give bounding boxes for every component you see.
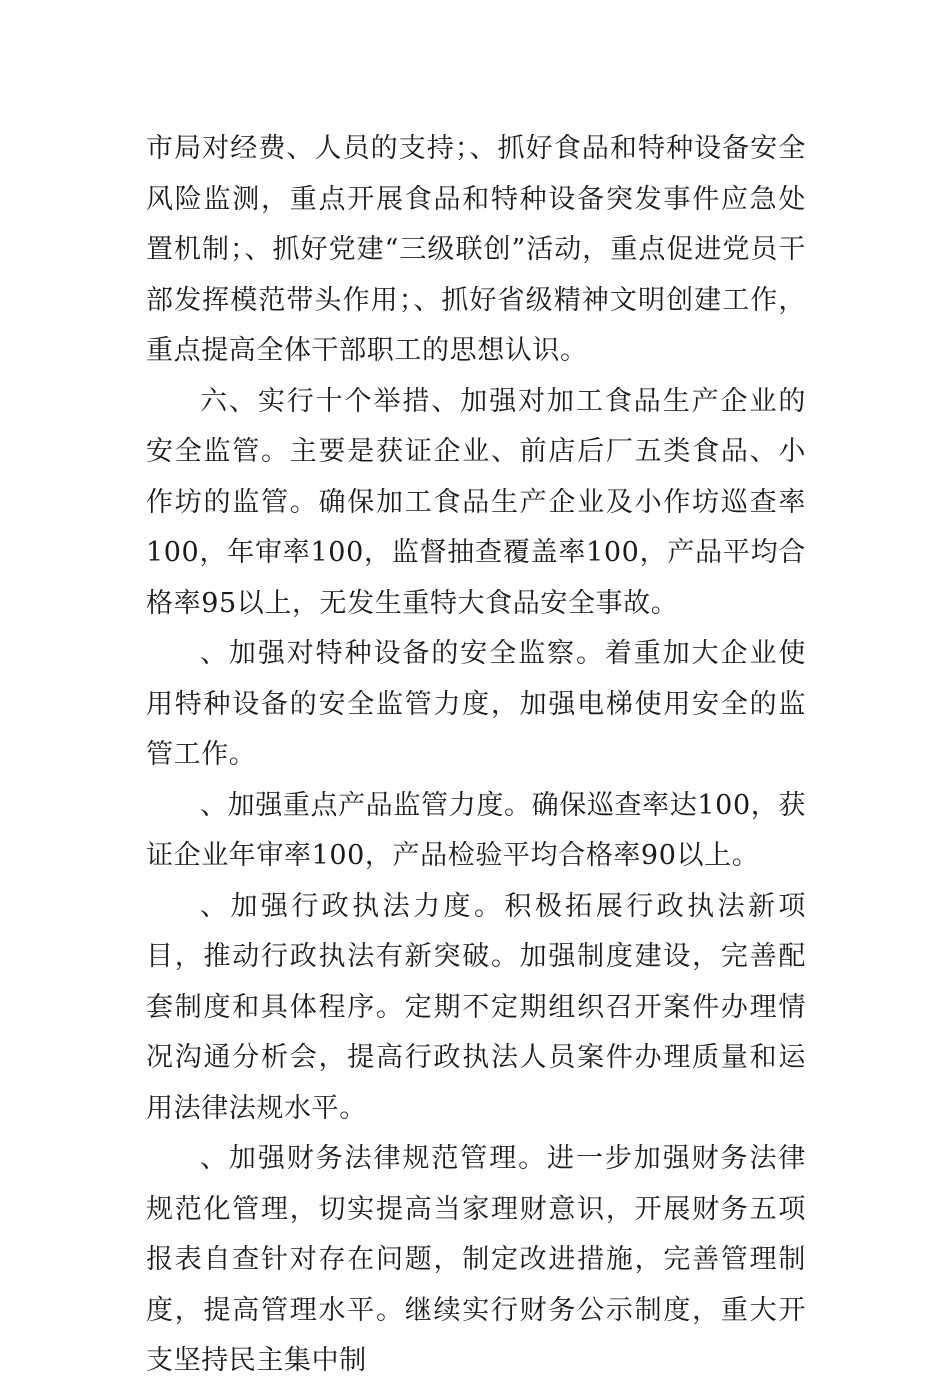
- paragraph-continuation: 市局对经费、人员的支持；、抓好食品和特种设备安全风险监测，重点开展食品和特种设备突发事件应急处置机制；、抓好党建“三级联创”活动，重点促进党员干部发挥模范带头作用；、抓好省级精神文明创建工作，重点提高全体干部职工的思想认识。: [146, 133, 806, 366]
- paragraph-key-products: 、加强重点产品监管力度。确保巡查率达100，获证企业年审率100，产品检验平均合格率90以上。: [146, 789, 806, 871]
- paragraph-special-equipment: 、加强对特种设备的安全监察。着重加大企业使用特种设备的安全监管力度，加强电梯使用安全的监管工作。: [146, 638, 806, 770]
- paragraph-six-measures: 六、实行十个举措、加强对加工食品生产企业的安全监管。主要是获证企业、前店后厂五类食品、小作坊的监管。确保加工食品生产企业及小作坊巡查率100，年审率100，监督抽查覆盖率100，产品平均合格率95以上，无发生重特大食品安全事故。: [146, 385, 806, 619]
- paragraph-finance-management: 、加强财务法律规范管理。进一步加强财务法律规范化管理，切实提高当家理财意识，开展财务五项报表自查针对存在问题，制定改进措施，完善管理制度，提高管理水平。继续实行财务公示制度，重大开支坚持民主集中制: [146, 1143, 806, 1376]
- document-body: [146, 124, 806, 1387]
- paragraph-law-enforcement: 、加强行政执法力度。积极拓展行政执法新项目，推动行政执法有新突破。加强制度建设，完善配套制度和具体程序。定期不定期组织召开案件办理情况沟通分析会，提高行政执法人员案件办理质量和运用法律法规水平。: [146, 890, 806, 1124]
